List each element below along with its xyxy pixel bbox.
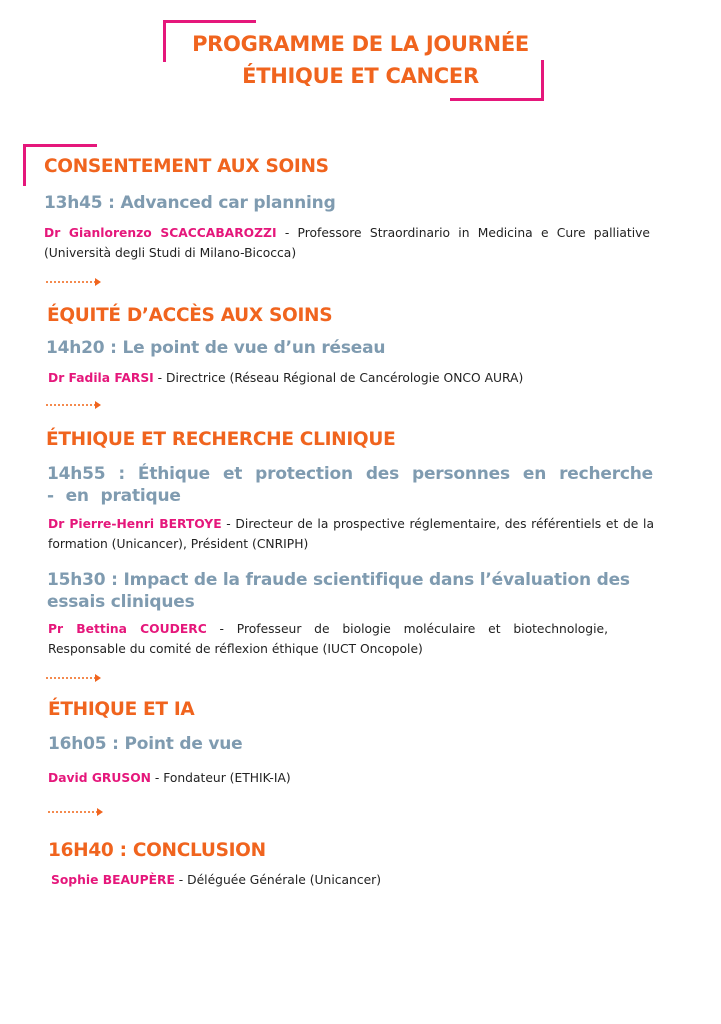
speaker-name: Pr Bettina COUDERC xyxy=(48,622,207,636)
page-title-line-2: ÉTHIQUE ET CANCER xyxy=(242,64,479,88)
section-bracket-decoration xyxy=(23,144,97,147)
page-title-line-1: PROGRAMME DE LA JOURNÉE xyxy=(192,32,529,56)
speaker-role: - Directrice (Réseau Régional de Cancérologie ONCO AURA) xyxy=(153,371,524,385)
speaker-role: - Professeur de biologie moléculaire et biotechnologie, Responsable du comité de réflexion éthique (IUCT Oncopole) xyxy=(48,622,608,656)
dotted-arrow-icon xyxy=(46,401,102,409)
bracket-decoration xyxy=(163,20,256,23)
talk-title: 16h05 : Point de vue xyxy=(48,734,243,754)
speaker-role: - Fondateur (ETHIK-IA) xyxy=(150,771,291,785)
section-title-recherche: ÉTHIQUE ET RECHERCHE CLINIQUE xyxy=(46,429,396,450)
section-bracket-decoration xyxy=(23,144,26,186)
section-title-ia: ÉTHIQUE ET IA xyxy=(48,699,195,720)
speaker-line xyxy=(48,619,608,659)
talk-title: 14h55 : Éthique et protection des personnes en recherche - en pratique xyxy=(47,464,653,506)
speaker-role: - Professore Straordinario in Medicina e Cure palliative (Università degli Studi di Milano-Bicocca) xyxy=(44,226,651,260)
speaker-line xyxy=(48,768,291,788)
talk-title: 14h20 : Le point de vue d’un réseau xyxy=(46,338,386,358)
section-title-consentement: CONSENTEMENT AUX SOINS xyxy=(44,156,329,177)
speaker-line xyxy=(48,514,654,554)
bracket-decoration xyxy=(450,98,544,101)
speaker-name: Sophie BEAUPÈRE xyxy=(51,873,175,887)
speaker-line xyxy=(44,223,650,263)
talk-title: 13h45 : Advanced car planning xyxy=(44,193,336,213)
speaker-name: Dr Fadila FARSI xyxy=(48,371,154,385)
speaker-name: David GRUSON xyxy=(48,771,151,785)
speaker-name: Dr Pierre-Henri BERTOYE xyxy=(48,517,222,531)
speaker-role: - Déléguée Générale (Unicancer) xyxy=(174,873,382,887)
dotted-arrow-icon xyxy=(48,808,104,816)
talk-title: 15h30 : Impact de la fraude scientifique dans l’évaluation des essais cliniques xyxy=(47,570,630,612)
section-title-equite: ÉQUITÉ D’ACCÈS AUX SOINS xyxy=(47,305,333,326)
bracket-decoration xyxy=(541,60,544,101)
dotted-arrow-icon xyxy=(46,674,102,682)
speaker-line xyxy=(48,368,523,388)
speaker-name: Dr Gianlorenzo SCACCABAROZZI xyxy=(44,226,277,240)
dotted-arrow-icon xyxy=(46,278,102,286)
speaker-role: - Directeur de la prospective réglementaire, des référentiels et de la formation (Unicancer), Président (CNRIPH) xyxy=(48,517,654,551)
section-title-conclusion: 16H40 : CONCLUSION xyxy=(48,840,266,861)
speaker-line xyxy=(51,870,381,890)
